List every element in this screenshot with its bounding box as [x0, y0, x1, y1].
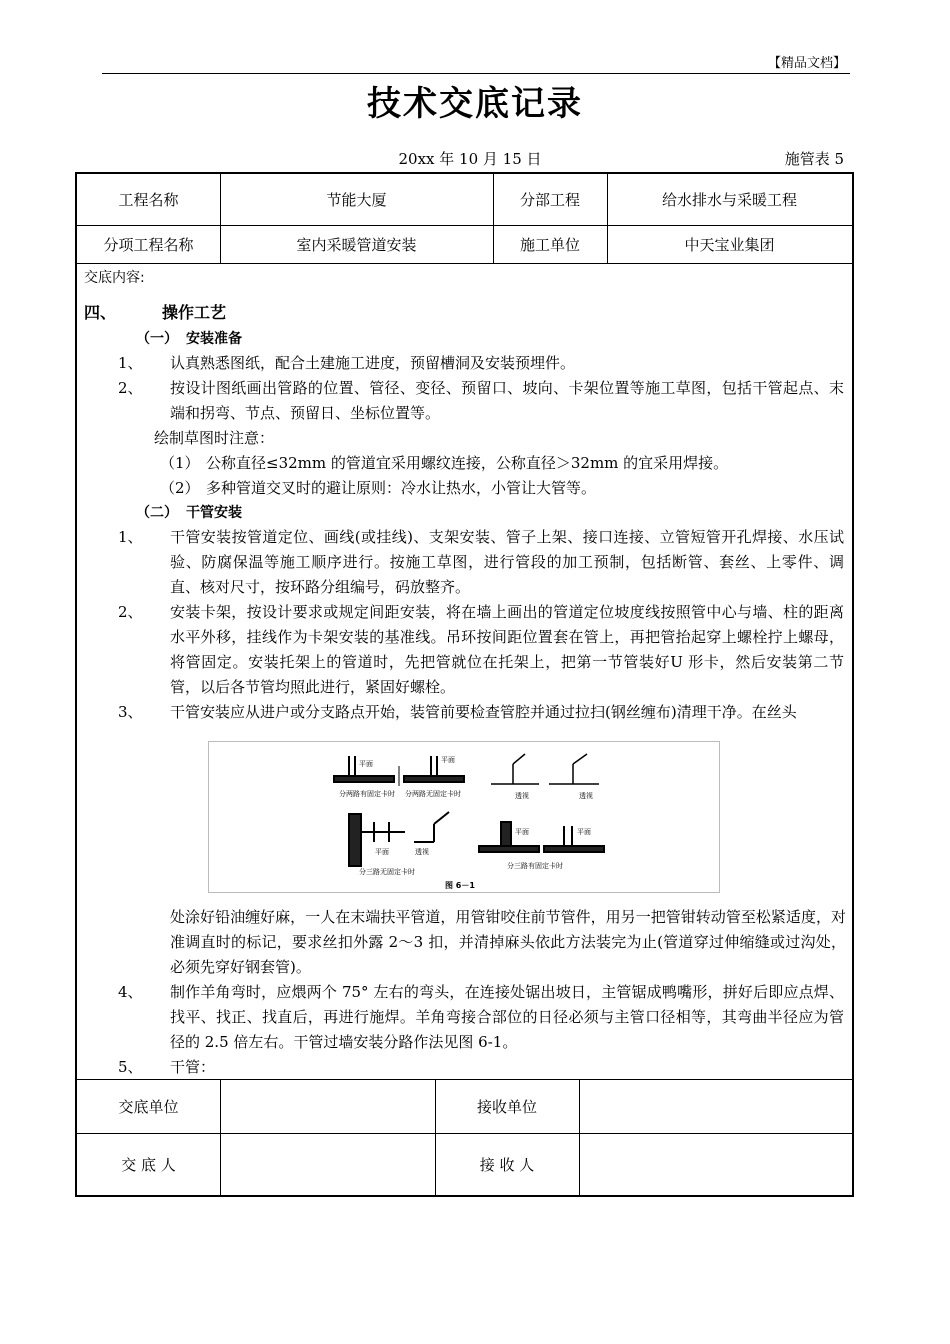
figure-label: 平面	[375, 848, 389, 856]
project-name-label: 工程名称	[118, 191, 179, 209]
item-number: 1、	[118, 528, 143, 546]
figure-caption: 分三路有固定卡时	[507, 862, 563, 870]
list-item	[84, 525, 846, 600]
item-number: 2、	[118, 379, 143, 397]
item-number: 2、	[118, 603, 143, 621]
pipe-diagram-figure	[208, 741, 720, 893]
subsection-tag: （一）	[136, 331, 178, 347]
from-person-label: 交 底 人	[121, 1155, 176, 1174]
figure-caption: 分两路有固定卡时	[339, 790, 395, 798]
item-number: （2）	[160, 479, 200, 497]
document-date: 20xx 年 10 月 15 日	[398, 150, 542, 168]
figure-label: 平面	[515, 828, 529, 836]
list-item	[84, 600, 846, 700]
content-label: 交底内容:	[84, 270, 145, 286]
figure-label: 透视	[579, 792, 593, 800]
item-text: 干管：	[170, 1058, 216, 1076]
document-tag: 【精品文档】	[767, 56, 846, 71]
item-number: 1、	[118, 354, 143, 372]
contractor-value: 中天宝业集团	[684, 235, 775, 254]
pipe-diagram	[209, 742, 719, 892]
item-number: 5、	[118, 1058, 143, 1076]
list-item	[84, 376, 846, 426]
figure-caption: 分三路无固定卡时	[359, 868, 415, 876]
subsection-tag: （二）	[136, 505, 178, 521]
list-item	[84, 1055, 846, 1080]
list-item	[84, 451, 846, 476]
figure-number: 图 6－1	[445, 881, 475, 890]
to-person-label: 接 收 人	[479, 1155, 535, 1174]
item-text: 认真熟悉图纸，配合土建施工进度，预留槽洞及安装预埋件。	[170, 354, 576, 372]
contractor-label: 施工单位	[519, 235, 580, 254]
figure-label: 透视	[515, 792, 529, 800]
list-item	[84, 476, 846, 501]
figure-label: 平面	[441, 756, 455, 764]
item-number: （1）	[160, 454, 200, 472]
header-rule	[102, 73, 850, 74]
to-unit-label: 接收单位	[476, 1097, 537, 1116]
note-text: 绘制草图时注意：	[154, 429, 275, 447]
item-text: 干管安装应从进户或分支路点开始，装管前要检查管腔并通过拉扫(钢丝缠布)清理干净。在丝头	[170, 703, 797, 721]
content-body	[84, 266, 846, 1080]
footer-col-divider	[579, 1079, 580, 1195]
subsection-heading	[84, 327, 846, 351]
continuation-text: 处涂好铅油缠好麻，一人在末端扶平管道，用管钳咬住前节管件，用另一把管钳转动管至松紧适度，对准调直时的标记，要求丝扣外露 2～3 扣，并清掉麻头依此方法装完为止(管道穿过伸缩缝或过沟处，必须先穿好钢套管)。	[170, 908, 846, 976]
form-number: 施管表 5	[784, 150, 844, 168]
item-text: 公称直径≤32mm 的管道宜采用螺纹连接，公称直径＞32mm 的宜采用焊接。	[206, 454, 729, 472]
item-text: 制作羊角弯时，应煨两个 75° 左右的弯头，在连接处锯出坡日，主管锯成鸭嘴形，拼好后即应点焊、找平、找正、找直后，再进行施焊。羊角弯接合部位的日径必须与主管口径相等，其弯曲半径应为管径的 2.5 倍左右。干管过墙安装分路作法见图 6-1。	[170, 983, 844, 1051]
section-heading	[84, 299, 846, 327]
item-text: 按设计图纸画出管路的位置、管径、变径、预留口、坡向、卡架位置等施工草图，包括干管起点、末端和拐弯、节点、预留日、坐标位置等。	[170, 379, 844, 422]
footer-col-divider	[220, 1079, 221, 1195]
section-title: 操作工艺	[162, 303, 227, 322]
figure-label: 平面	[359, 760, 373, 768]
row-divider	[77, 263, 852, 264]
section-number: 四、	[84, 303, 117, 322]
list-item	[84, 700, 846, 725]
project-name-value: 节能大厦	[326, 191, 387, 209]
division-label: 分部工程	[519, 191, 580, 209]
list-item	[84, 351, 846, 376]
division-value: 给水排水与采暖工程	[661, 191, 797, 209]
subsection-title: 安装准备	[186, 331, 242, 347]
subitem-label: 分项工程名称	[103, 235, 194, 254]
page-title: 技术交底记录	[367, 84, 583, 124]
list-item	[84, 980, 846, 1055]
subsection-title: 干管安装	[186, 505, 242, 521]
subitem-value: 室内采暖管道安装	[296, 235, 417, 254]
item-number: 4、	[118, 983, 143, 1001]
subsection-heading	[84, 501, 846, 525]
item-text: 干管安装按管道定位、画线(或挂线)、支架安装、管子上架、接口连接、立管短管开孔焊接、水压试验、防腐保温等施工顺序进行。按施工草图，进行管段的加工预制，包括断管、套丝、上零件、调直、核对尺寸，按环路分组编号，码放整齐。	[170, 528, 844, 596]
figure-label: 平面	[577, 828, 591, 836]
figure-caption: 分两路无固定卡时	[405, 790, 461, 798]
figure-label: 透视	[415, 848, 429, 856]
item-text: 多种管道交叉时的避让原则：冷水让热水，小管让大管等。	[206, 479, 597, 497]
from-unit-label: 交底单位	[118, 1097, 179, 1116]
item-number: 3、	[118, 703, 143, 721]
item-text: 安装卡架，按设计要求或规定间距安装，将在墙上画出的管道定位坡度线按照管中心与墙、柱的距离水平外移，挂线作为卡架安装的基准线。吊环按间距位置套在管上，再把管抬起穿上螺栓拧上螺母，将管固定。安装托架上的管道时，先把管就位在托架上，把第一节管装好U 形卡，然后安装第二节管，以后各节管均照此进行，紧固好螺栓。	[170, 603, 844, 696]
